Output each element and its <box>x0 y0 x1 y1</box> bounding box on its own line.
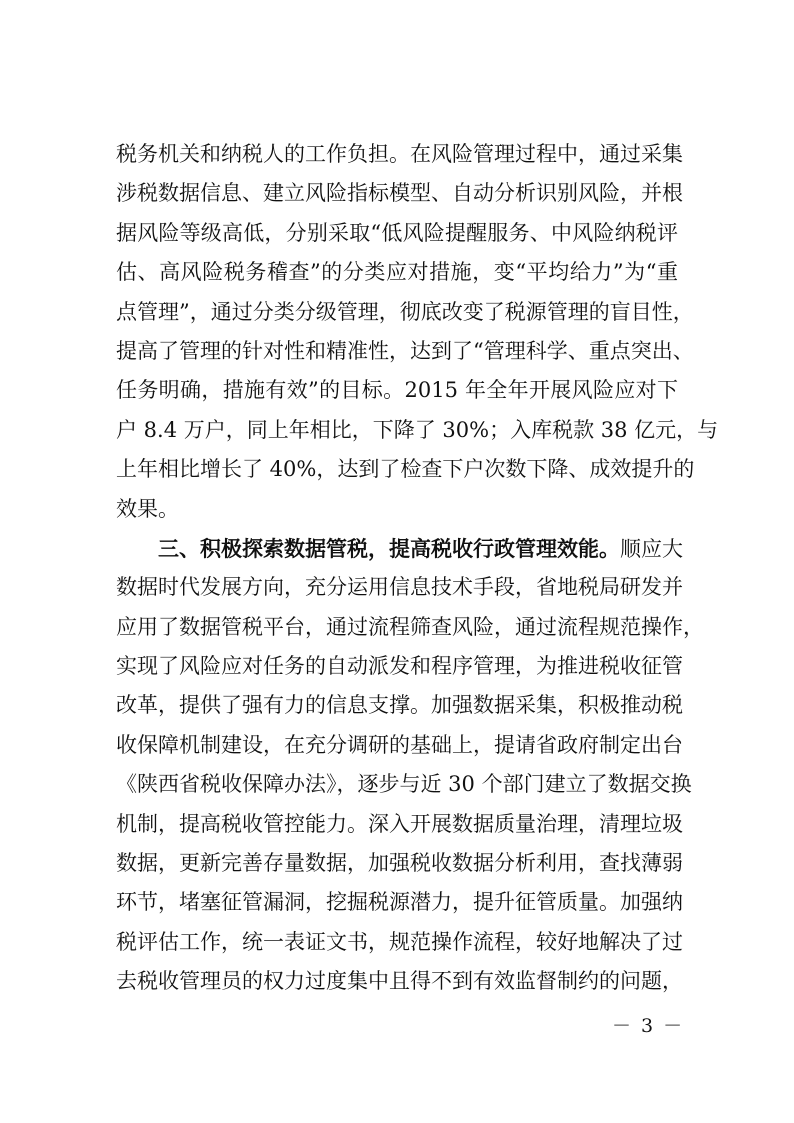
text-line: 点管理”，通过分类分级管理，彻底改变了税源管理的盲目性， <box>116 299 694 324</box>
page-number: － 3 － <box>612 1015 685 1037</box>
paragraph-1 <box>116 135 719 529</box>
heading-line-rest: 顺应大 <box>620 536 683 561</box>
paragraph-first-line <box>116 529 683 568</box>
text-line: 估、高风险税务稽查”的分类应对措施，变“平均给力”为“重 <box>116 260 678 285</box>
text-line: 提高了管理的针对性和精准性，达到了“管理科学、重点突出、 <box>116 338 694 363</box>
text-line: 环节，堵塞征管漏洞，挖掘税源潜力，提升征管质量。加强纳 <box>116 890 683 915</box>
paragraph-2 <box>116 529 704 1002</box>
text-line: 任务明确，措施有效”的目标。2015 年全年开展风险应对下 <box>116 378 678 403</box>
text-line: 改革，提供了强有力的信息支撑。加强数据采集，积极推动税 <box>116 693 683 718</box>
text-line: 数据，更新完善存量数据，加强税收数据分析利用，查找薄弱 <box>116 851 683 876</box>
text-line: 实现了风险应对任务的自动派发和程序管理，为推进税收征管 <box>116 654 683 679</box>
text-line: 《陕西省税收保障办法》，逐步与近 30 个部门建立了数据交换 <box>116 772 692 797</box>
text-line: 户 8.4 万户，同上年相比，下降了 30%；入库税款 38 亿元，与 <box>116 417 719 442</box>
text-line: 数据时代发展方向，充分运用信息技术手段，省地税局研发并 <box>116 575 683 600</box>
document-body <box>116 135 719 1002</box>
text-line: 上年相比增长了 40%，达到了检查下户次数下降、成效提升的 <box>116 457 695 482</box>
text-line: 收保障机制建设，在充分调研的基础上，提请省政府制定出台 <box>116 732 683 757</box>
text-line: 应用了数据管税平台，通过流程筛查风险，通过流程规范操作， <box>116 614 704 639</box>
text-line: 效果。 <box>116 496 179 521</box>
text-line: 去税收管理员的权力过度集中且得不到有效监督制约的问题， <box>116 969 683 994</box>
section-heading: 三、积极探索数据管税，提高税收行政管理效能。 <box>158 535 620 561</box>
text-line: 机制，提高税收管控能力。深入开展数据质量治理，清理垃圾 <box>116 811 683 836</box>
text-line: 据风险等级高低，分别采取“低风险提醒服务、中风险纳税评 <box>116 220 678 245</box>
text-line: 税评估工作，统一表证文书，规范操作流程，较好地解决了过 <box>116 929 683 954</box>
text-line: 涉税数据信息、建立风险指标模型、自动分析识别风险，并根 <box>116 181 683 206</box>
text-line: 税务机关和纳税人的工作负担。在风险管理过程中，通过采集 <box>116 142 683 166</box>
